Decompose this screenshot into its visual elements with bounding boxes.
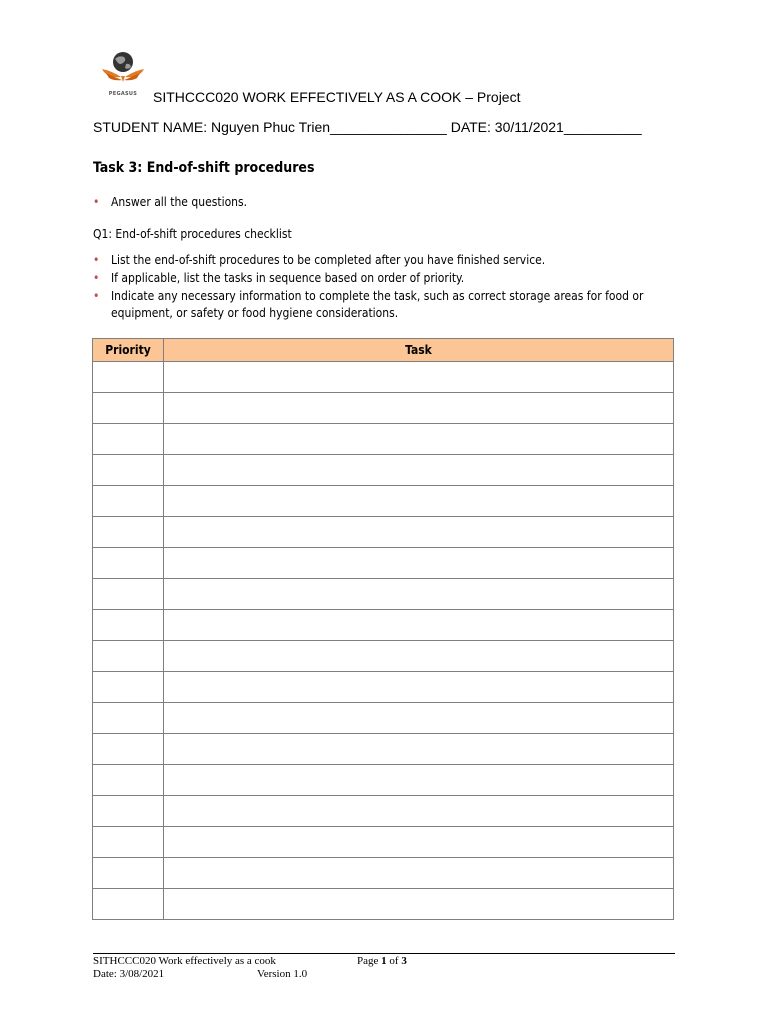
bullet-icon: •: [93, 271, 100, 285]
footer-version: Version 1.0: [257, 968, 308, 980]
priority-cell[interactable]: [93, 517, 164, 548]
page-current: 1: [381, 955, 387, 967]
table-row: [93, 424, 674, 455]
priority-cell[interactable]: [93, 579, 164, 610]
priority-cell[interactable]: [93, 734, 164, 765]
table-row: [93, 362, 674, 393]
table-row: [93, 858, 674, 889]
q1-bullet-text: List the end-of-shift procedures to be completed after you have finished service.: [111, 253, 546, 267]
task-cell[interactable]: [164, 796, 674, 827]
priority-cell[interactable]: [93, 765, 164, 796]
checklist-table: [92, 338, 674, 920]
student-name-date-line: STUDENT NAME: Nguyen Phuc Trien_______________ DATE: 30/11/2021__________: [93, 119, 642, 135]
task-cell[interactable]: [164, 672, 674, 703]
task-cell[interactable]: [164, 424, 674, 455]
question-heading: Q1: End-of-shift procedures checklist: [93, 227, 292, 241]
table-header-row: [93, 339, 674, 362]
task-cell[interactable]: [164, 765, 674, 796]
priority-cell[interactable]: [93, 796, 164, 827]
pegasus-logo: [100, 47, 146, 97]
table-row: [93, 703, 674, 734]
task-cell[interactable]: [164, 486, 674, 517]
task-cell[interactable]: [164, 393, 674, 424]
priority-cell[interactable]: [93, 858, 164, 889]
table-row: [93, 827, 674, 858]
table-row: [93, 765, 674, 796]
table-row: [93, 455, 674, 486]
column-header-priority: Priority: [93, 339, 164, 362]
priority-cell[interactable]: [93, 703, 164, 734]
priority-cell[interactable]: [93, 362, 164, 393]
priority-cell[interactable]: [93, 889, 164, 920]
q1-bullet-text: Indicate any necessary information to complete the task, such as correct storage areas for food or equipment, or safety or food hygiene considerations.: [111, 289, 644, 320]
logo-text: PEGASUS: [108, 91, 138, 97]
task-cell[interactable]: [164, 641, 674, 672]
table-row: [93, 889, 674, 920]
column-header-task: Task: [164, 339, 674, 362]
bullet-icon: •: [93, 289, 100, 303]
priority-cell[interactable]: [93, 672, 164, 703]
page-total: 3: [401, 955, 407, 967]
task-cell[interactable]: [164, 362, 674, 393]
footer-unit-title: SITHCCC020 Work effectively as a cook: [93, 955, 276, 967]
task-cell[interactable]: [164, 610, 674, 641]
bullet-icon: •: [93, 195, 100, 209]
table-row: [93, 517, 674, 548]
table-row: [93, 641, 674, 672]
footer-date: Date: 3/08/2021: [93, 968, 165, 980]
task-cell[interactable]: [164, 548, 674, 579]
table-row: [93, 393, 674, 424]
table-row: [93, 548, 674, 579]
table-row: [93, 796, 674, 827]
q1-bullet: [93, 288, 683, 322]
priority-cell[interactable]: [93, 455, 164, 486]
priority-cell[interactable]: [93, 641, 164, 672]
priority-cell[interactable]: [93, 827, 164, 858]
task-cell[interactable]: [164, 858, 674, 889]
footer-page-number: [357, 955, 407, 967]
task-cell[interactable]: [164, 889, 674, 920]
bullet-icon: •: [93, 253, 100, 267]
priority-cell[interactable]: [93, 424, 164, 455]
priority-cell[interactable]: [93, 393, 164, 424]
instruction-text: Answer all the questions.: [111, 195, 248, 209]
globe-wings-icon: [100, 47, 146, 91]
footer-divider: [93, 953, 675, 954]
priority-cell[interactable]: [93, 610, 164, 641]
instruction-bullet: [93, 194, 683, 211]
task-cell[interactable]: [164, 517, 674, 548]
page-of: of: [386, 955, 402, 967]
page-label: Page: [357, 955, 382, 967]
q1-bullet: [93, 252, 683, 269]
task-cell[interactable]: [164, 455, 674, 486]
document-title: SITHCCC020 WORK EFFECTIVELY AS A COOK – Project: [153, 89, 521, 105]
task-cell[interactable]: [164, 734, 674, 765]
task-cell[interactable]: [164, 827, 674, 858]
table-row: [93, 672, 674, 703]
table-row: [93, 734, 674, 765]
table-row: [93, 610, 674, 641]
task-cell[interactable]: [164, 579, 674, 610]
priority-cell[interactable]: [93, 548, 164, 579]
table-row: [93, 579, 674, 610]
q1-bullet: [93, 270, 683, 287]
task-heading: Task 3: End-of-shift procedures: [93, 160, 315, 176]
priority-cell[interactable]: [93, 486, 164, 517]
table-row: [93, 486, 674, 517]
q1-bullet-text: If applicable, list the tasks in sequence based on order of priority.: [111, 271, 465, 285]
task-cell[interactable]: [164, 703, 674, 734]
